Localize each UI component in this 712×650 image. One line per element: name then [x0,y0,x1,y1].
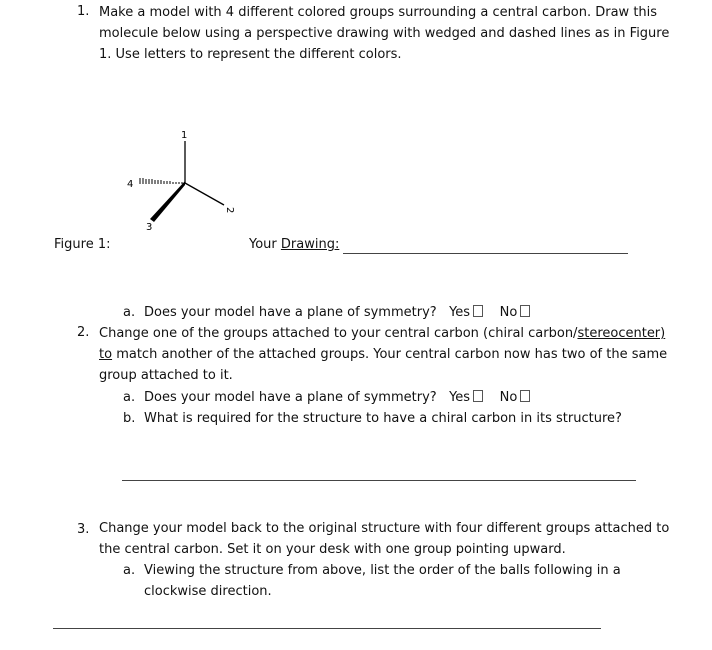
q1a-question [144,302,530,323]
q3a-letter: a. [123,563,136,578]
wedge-bond [150,181,185,222]
q3-line-2: the central carbon. Set it on your desk with one group pointing upward. [99,542,566,557]
q2-line-3: group attached to it. [99,368,233,383]
q2-to-link: to [99,347,113,362]
q2-line-2 [99,344,667,365]
q2-line-1 [99,323,665,344]
q1a-no-checkbox[interactable] [520,305,530,317]
q1-line-2: molecule below using a perspective drawing with wedged and dashed lines as in Figure [99,26,670,41]
q2a-no-label: No [499,390,518,405]
q2-line-1-text: Change one of the groups attached to your central carbon (chiral carbon/ [99,326,578,341]
q2b-question: What is required for the structure to have a chiral carbon in its structure? [144,411,622,426]
q2-number: 2. [77,325,90,340]
figure-label-2: 2 [224,207,235,214]
drawing-answer-line[interactable] [343,253,628,254]
q3-number: 3. [77,522,90,537]
q1a-no-label: No [499,305,518,320]
q1a-text: Does your model have a plane of symmetry? [144,305,437,320]
your-drawing-label [249,237,339,252]
q1-line-1: Make a model with 4 different colored groups surrounding a central carbon. Draw this [99,5,658,20]
q2a-no-checkbox[interactable] [520,390,530,402]
q2a-text: Does your model have a plane of symmetry? [144,390,437,405]
q2b-answer-line[interactable] [122,480,636,481]
q1-line-3: 1. Use letters to represent the different colors. [99,47,402,62]
q1a-yes-label: Yes [449,305,471,320]
q2a-letter: a. [123,390,136,405]
q3-line-1: Change your model back to the original structure with four different groups attached to [99,521,670,536]
q1-number: 1. [77,4,90,19]
q1a-yes-checkbox[interactable] [473,305,483,317]
q2a-question [144,387,530,408]
figure-label-1: 1 [181,130,188,141]
q3a-answer-line[interactable] [53,628,601,629]
your-drawing-word: Drawing: [280,237,340,252]
q2-line-2-text: match another of the attached groups. Your central carbon now has two of the same [112,347,668,362]
q3a-line-2: clockwise direction. [144,584,272,599]
figure-label-3: 3 [146,222,153,233]
bond-right [185,183,224,205]
q3a-line-1: Viewing the structure from above, list the order of the balls following in a [144,563,621,578]
q1a-letter: a. [123,305,136,320]
q2a-yes-checkbox[interactable] [473,390,483,402]
q2-stereocenter-link: stereocenter) [577,326,666,341]
q2b-letter: b. [123,411,136,426]
figure-label-4: 4 [127,179,134,190]
your-drawing-prefix: Your [249,237,281,252]
figure-caption: Figure 1: [54,237,111,252]
dashed-bond [140,178,182,184]
q2a-yes-label: Yes [449,390,471,405]
